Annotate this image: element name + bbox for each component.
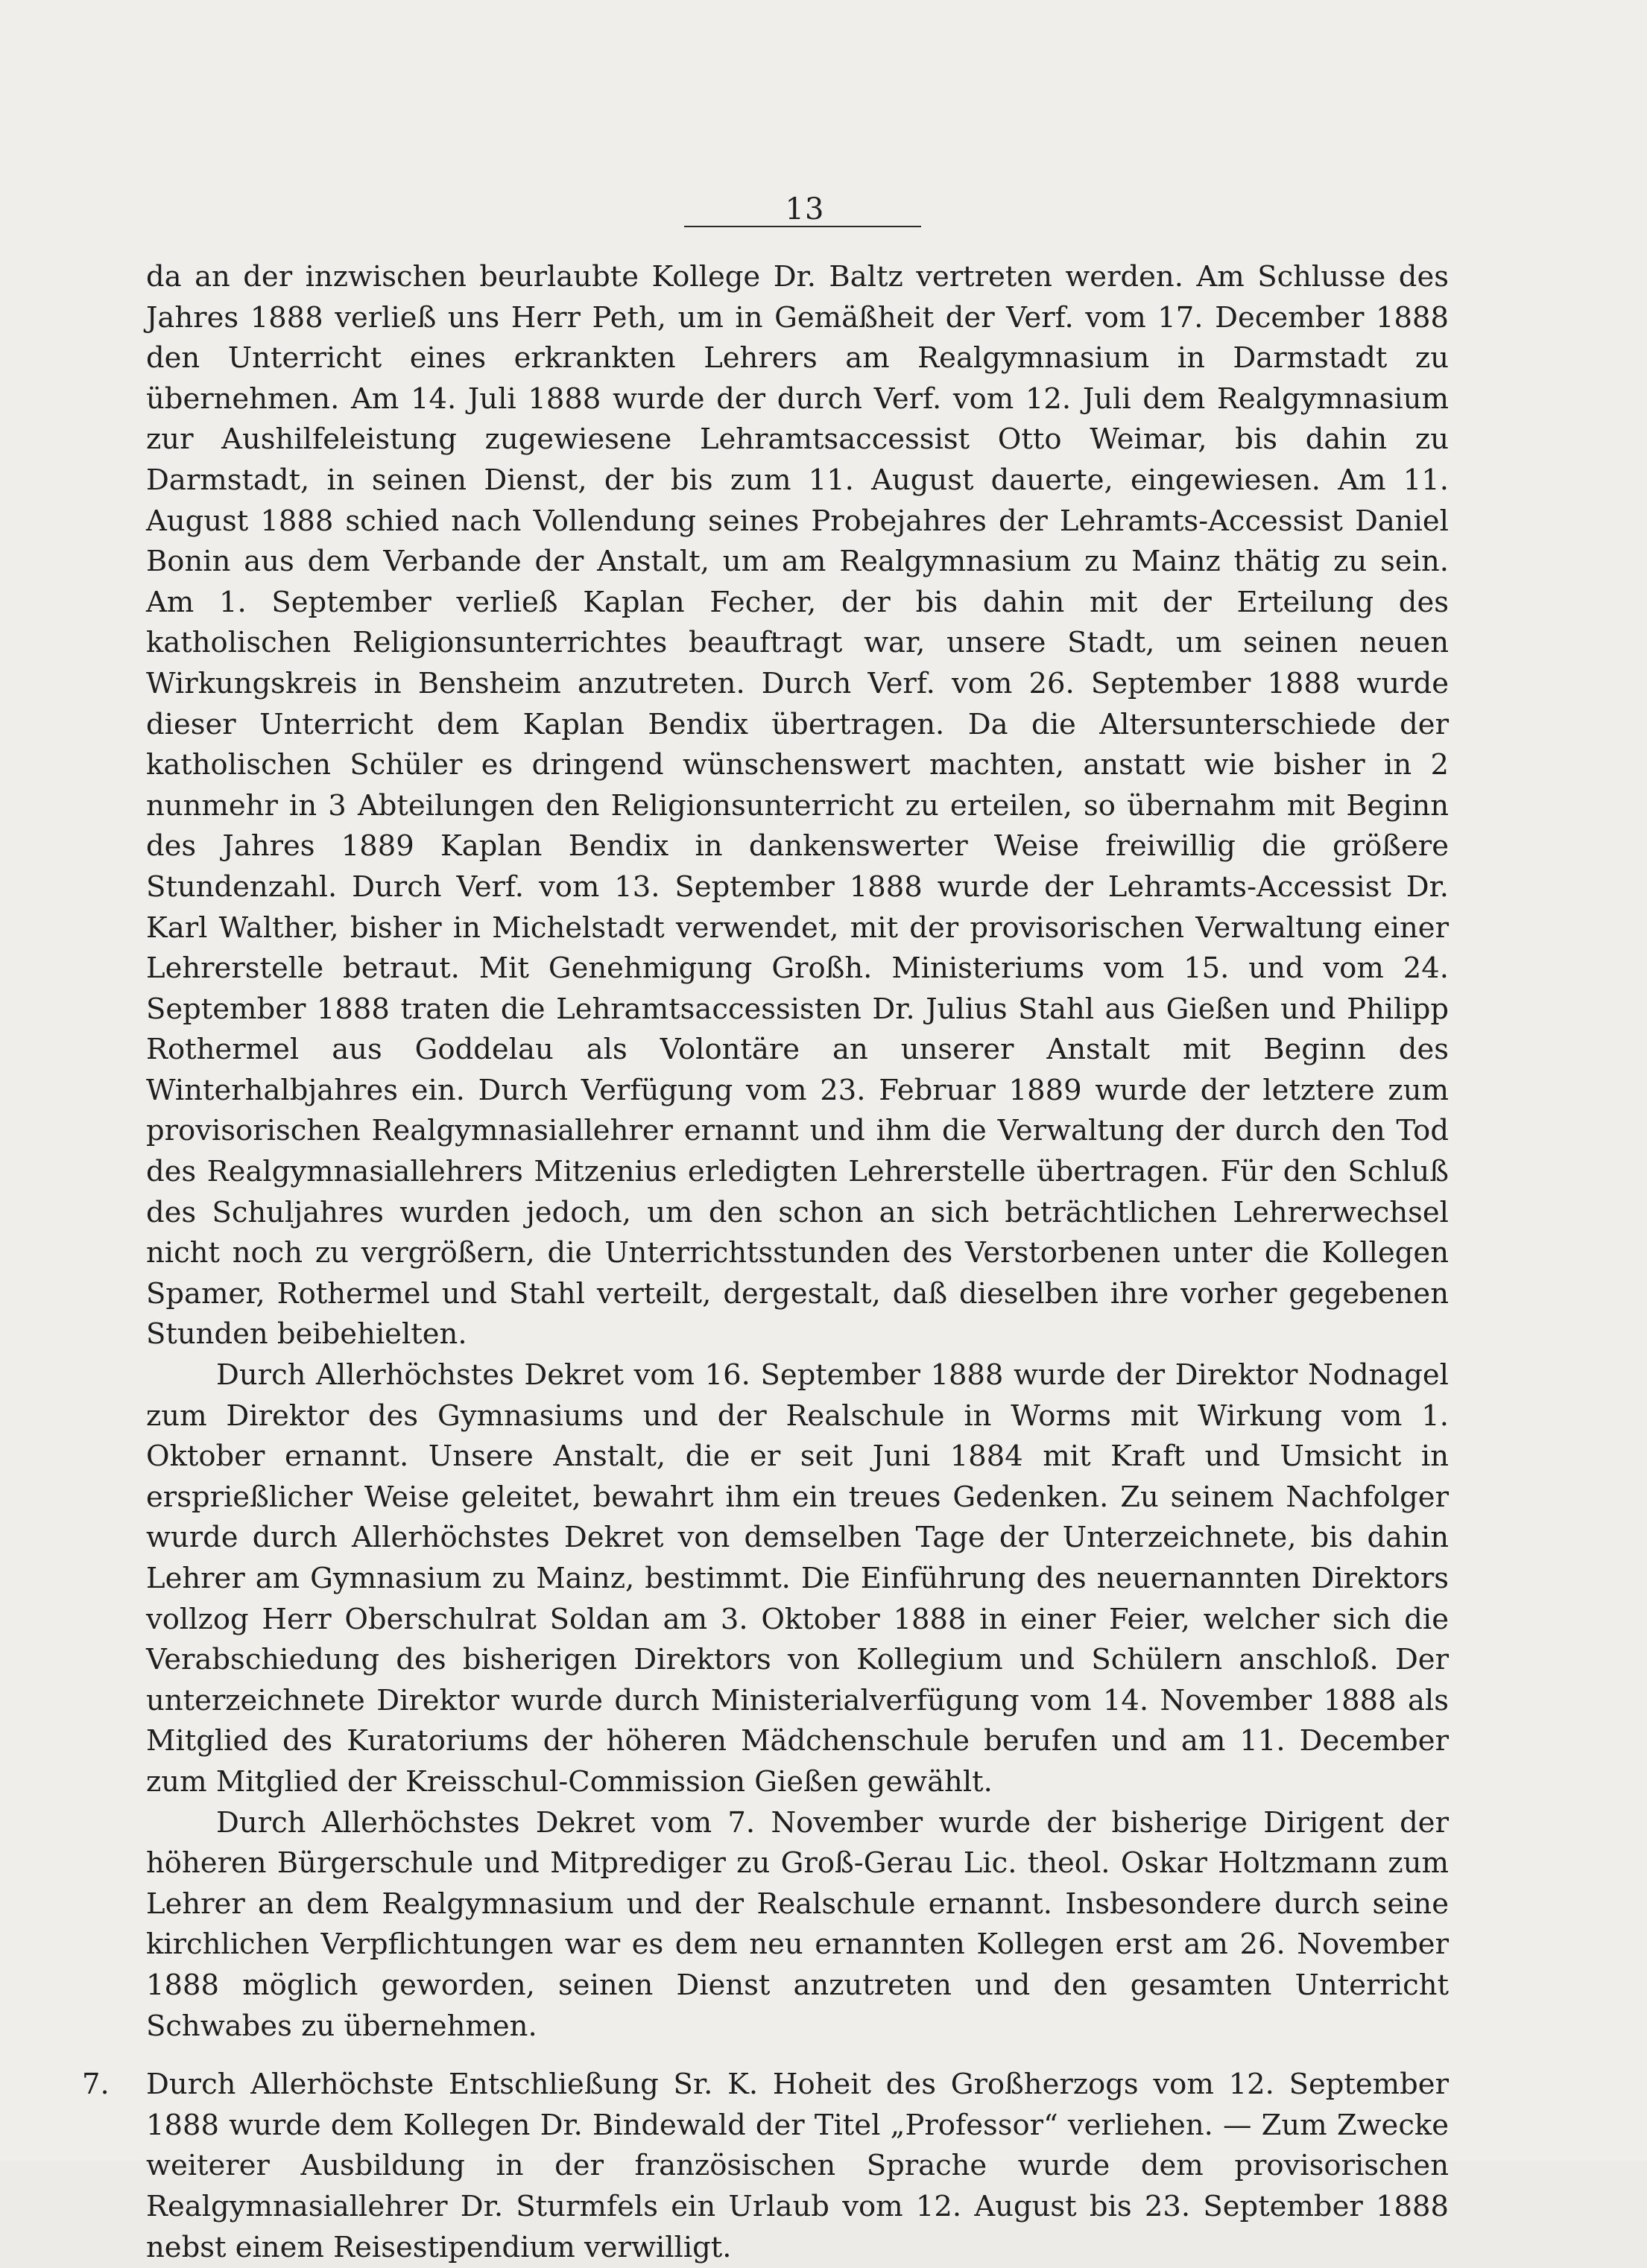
paragraph-numbered-text: Durch Allerhöchste Entschließung Sr. K. Hoheit des Großherzogs vom 12. September 1888 wurde dem Kollegen Dr. Bindewald der Titel „Professor“ verliehen. — Zum Zwecke weiterer Ausbildung in der französischen Sprache wurde dem provisorischen Realgymnasiallehrer Dr. Sturmfels ein Urlaub vom 12. August bis 23. September 1888 nebst einem Reisestipendium verwilligt. <box>146 2068 1449 2264</box>
paragraph-continuation: da an der inzwischen beurlaubte Kollege Dr. Baltz vertreten werden. Am Schlusse des Jahres 1888 verließ uns Herr Peth, um in Gemäßheit der Verf. vom 17. December 1888 den Unterricht eines erkrankten Lehrers am Realgymnasium in Darmstadt zu übernehmen. Am 14. Juli 1888 wurde der durch Verf. vom 12. Juli dem Realgymnasium zur Aushilfeleistung zugewiesene Lehramtsaccessist Otto Weimar, bis dahin zu Darmstadt, in seinen Dienst, der bis zum 11. August dauerte, eingewiesen. Am 11. August 1888 schied nach Vollendung seines Probejahres der Lehramts-Accessist Daniel Bonin aus dem Verbande der Anstalt, um am Realgymnasium zu Mainz thätig zu sein. Am 1. September verließ Kaplan Fecher, der bis dahin mit der Erteilung des katholischen Religionsunterrichtes beauftragt war, unsere Stadt, um seinen neuen Wirkungskreis in Bensheim anzutreten. Durch Verf. vom 26. September 1888 wurde dieser Unterricht dem Kaplan Bendix übertragen. Da die Altersunterschiede der katholischen Schüler es dringend wünschenswert machten, anstatt wie bisher in 2 nunmehr in 3 Abteilungen den Religionsunterricht zu erteilen, so übernahm mit Beginn des Jahres 1889 Kaplan Bendix in dankenswerter Weise freiwillig die größere Stundenzahl. Durch Verf. vom 13. September 1888 wurde der Lehramts-Accessist Dr. Karl Walther, bisher in Michelstadt verwendet, mit der provisorischen Verwaltung einer Lehrerstelle betraut. Mit Genehmigung Großh. Ministeriums vom 15. und vom 24. September 1888 traten die Lehramtsaccessisten Dr. Julius Stahl aus Gießen und Philipp Rothermel aus Goddelau als Volontäre an unserer Anstalt mit Beginn des Winterhalbjahres ein. Durch Verfügung vom 23. Februar 1889 wurde der letztere zum provisorischen Realgymnasiallehrer ernannt und ihm die Verwaltung der durch den Tod des Realgymnasiallehrers Mitzenius erledigten Lehrerstelle übertragen. Für den Schluß des Schuljahres wurden jedoch, um den schon an sich beträchtlichen Lehrerwechsel nicht noch zu vergrößern, die Unterrichtsstunden des Verstorbenen unter die Kollegen Spamer, Rothermel und Stahl verteilt, dergestalt, daß dieselben ihre vorher gegebenen Stunden beibehielten. <box>146 260 1449 1352</box>
page-number: 13 <box>785 192 825 227</box>
numbered-paragraph <box>82 2065 1449 2268</box>
page-number-rule <box>684 226 921 227</box>
paragraph-director-change: Durch Allerhöchstes Dekret vom 16. September 1888 wurde der Direktor Nodnagel zum Direktor des Gymnasiums und der Realschule in Worms mit Wirkung vom 1. Oktober ernannt. Unsere Anstalt, die er seit Juni 1884 mit Kraft und Umsicht in ersprießlicher Weise geleitet, bewahrt ihm ein treues Gedenken. Zu seinem Nachfolger wurde durch Allerhöchstes Dekret von demselben Tage der Unterzeichnete, bis dahin Lehrer am Gymnasium zu Mainz, bestimmt. Die Einführung des neuernannten Direktors vollzog Herr Oberschulrat Soldan am 3. Oktober 1888 in einer Feier, welcher sich die Verabschiedung des bisherigen Direktors von Kollegium und Schülern anschloß. Der unterzeichnete Direktor wurde durch Ministerialverfügung vom 14. November 1888 als Mitglied des Kuratoriums der höheren Mädchenschule berufen und am 11. December zum Mitglied der Kreisschul-Commission Gießen gewählt. <box>146 1358 1449 1799</box>
paragraph-number: 7. <box>82 2068 110 2102</box>
paragraph-holtzmann: Durch Allerhöchstes Dekret vom 7. November wurde der bisherige Dirigent der höheren Bürgerschule und Mitprediger zu Groß-Gerau Lic. theol. Oskar Holtzmann zum Lehrer an dem Realgymnasium und der Realschule ernannt. Insbesondere durch seine kirchlichen Verpflichtungen war es dem neu ernannten Kollegen erst am 26. November 1888 möglich geworden, seinen Dienst anzutreten und den gesamten Unterricht Schwabes zu übernehmen. <box>146 1805 1449 2043</box>
body-text <box>82 257 1449 2268</box>
